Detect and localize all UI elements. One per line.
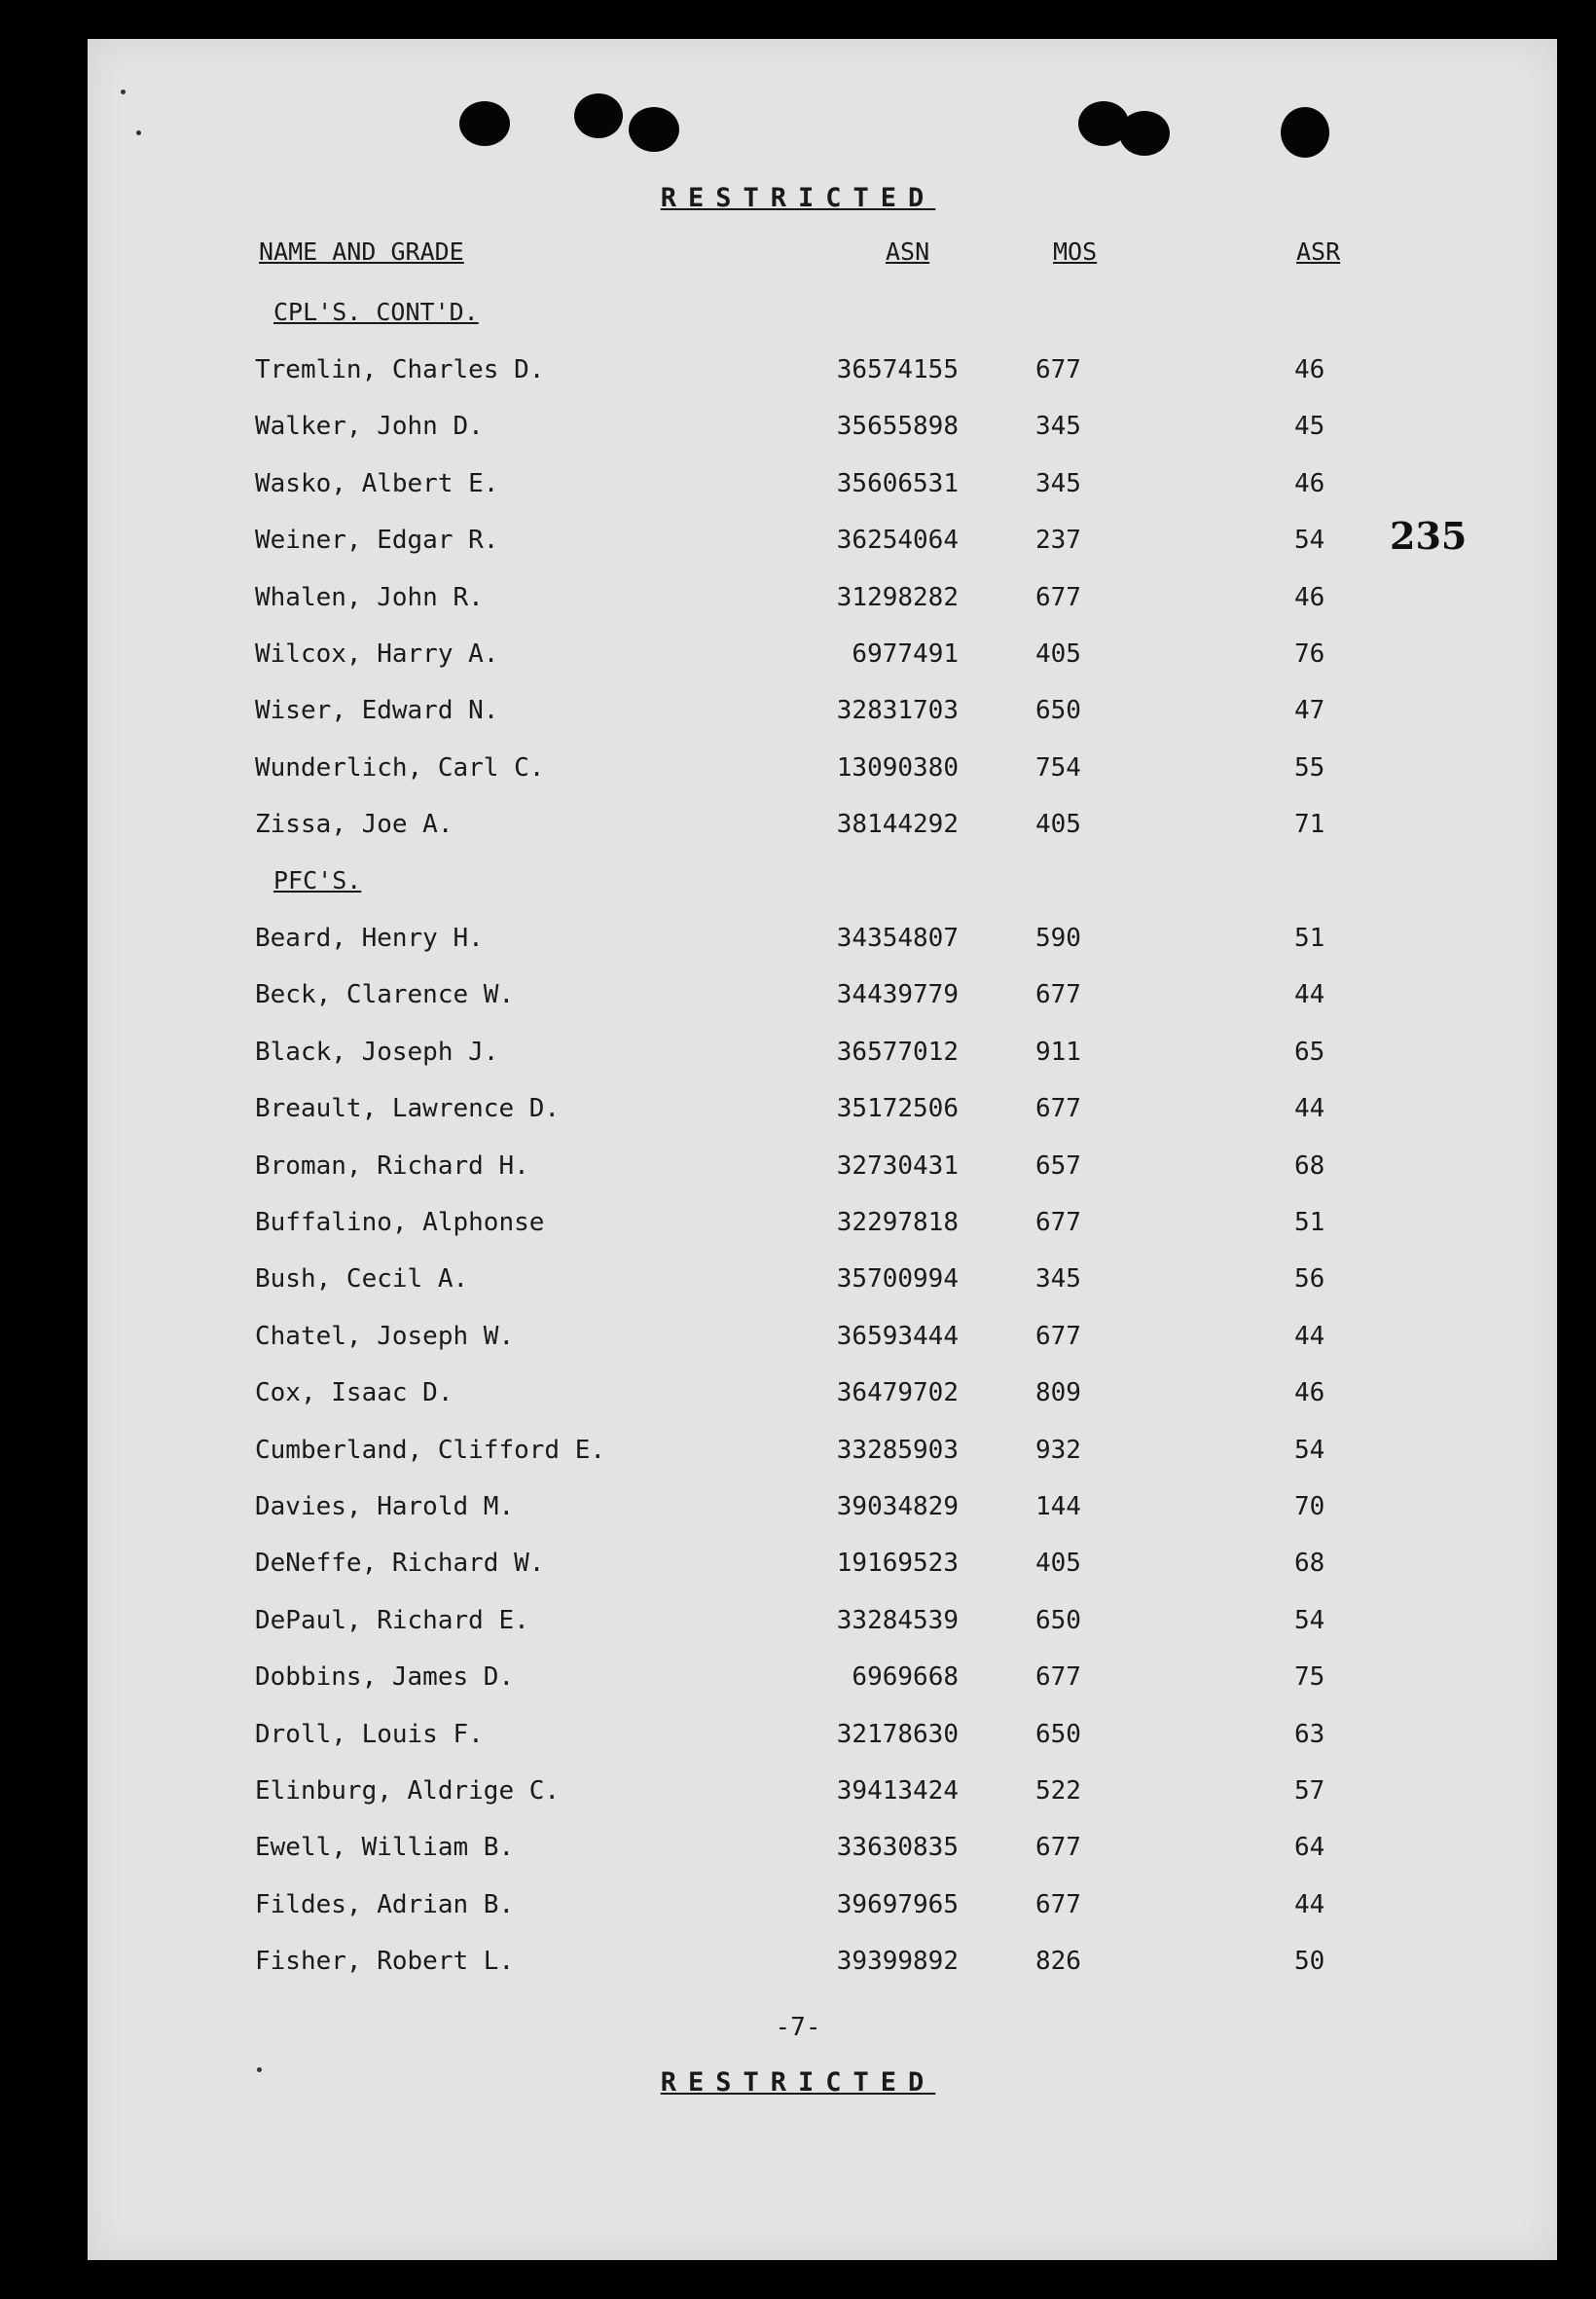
cell-name: Breault, Lawrence D. <box>255 1094 561 1124</box>
table-row <box>0 583 1596 622</box>
table-row <box>0 1208 1596 1247</box>
cell-asn: 36254064 <box>836 526 959 556</box>
cell-mos: 677 <box>1035 1321 1081 1351</box>
cell-mos: 650 <box>1035 1605 1081 1635</box>
cell-name: Droll, Louis F. <box>255 1719 484 1749</box>
table-row <box>0 1947 1596 1986</box>
cell-mos: 677 <box>1035 1833 1081 1863</box>
table-row <box>0 1890 1596 1929</box>
column-header-asn: ASN <box>886 237 930 266</box>
table-row <box>0 1094 1596 1133</box>
cell-asr: 54 <box>1294 526 1325 556</box>
table-row <box>0 810 1596 849</box>
cell-mos: 754 <box>1035 752 1081 783</box>
speck <box>121 90 126 94</box>
cell-mos: 809 <box>1035 1378 1081 1408</box>
cell-asr: 64 <box>1294 1833 1325 1863</box>
cell-mos: 677 <box>1035 1889 1081 1919</box>
cell-name: Walker, John D. <box>255 412 484 442</box>
cell-mos: 677 <box>1035 582 1081 612</box>
cell-asr: 75 <box>1294 1662 1325 1693</box>
cell-mos: 590 <box>1035 924 1081 953</box>
cell-asr: 71 <box>1294 810 1325 840</box>
table-row <box>0 1833 1596 1872</box>
cell-name: Bush, Cecil A. <box>255 1264 469 1295</box>
cell-asr: 46 <box>1294 582 1325 612</box>
cell-asr: 54 <box>1294 1605 1325 1635</box>
table-row <box>0 1492 1596 1531</box>
cell-name: Ewell, William B. <box>255 1833 515 1863</box>
cell-asr: 68 <box>1294 1549 1325 1579</box>
cell-name: Black, Joseph J. <box>255 1037 499 1067</box>
cell-name: DeNeffe, Richard W. <box>255 1549 545 1579</box>
cell-mos: 677 <box>1035 1662 1081 1693</box>
punch-hole <box>1119 111 1170 156</box>
cell-asr: 63 <box>1294 1719 1325 1749</box>
cell-asr: 44 <box>1294 1889 1325 1919</box>
cell-mos: 911 <box>1035 1037 1081 1067</box>
cell-asn: 36577012 <box>836 1037 959 1067</box>
table-row <box>0 696 1596 735</box>
cell-asn: 34354807 <box>836 924 959 953</box>
cell-name: Whalen, John R. <box>255 582 484 612</box>
cell-asr: 76 <box>1294 639 1325 669</box>
cell-asn: 36593444 <box>836 1321 959 1351</box>
cell-mos: 522 <box>1035 1776 1081 1806</box>
cell-asn: 35655898 <box>836 412 959 442</box>
cell-asn: 33630835 <box>836 1833 959 1863</box>
table-row <box>0 639 1596 678</box>
cell-name: Cox, Isaac D. <box>255 1378 453 1408</box>
punch-hole <box>629 107 679 152</box>
table-row <box>0 355 1596 394</box>
table-row <box>0 469 1596 508</box>
cell-mos: 144 <box>1035 1492 1081 1521</box>
cell-asr: 47 <box>1294 696 1325 726</box>
cell-name: Zissa, Joe A. <box>255 810 453 840</box>
cell-asn: 6969668 <box>852 1662 959 1693</box>
table-row <box>0 924 1596 963</box>
table-row <box>0 412 1596 451</box>
cell-mos: 405 <box>1035 810 1081 840</box>
column-header-mos: MOS <box>1053 237 1098 266</box>
table-row <box>0 980 1596 1019</box>
section-heading-cpls: CPL'S. CONT'D. <box>273 298 479 326</box>
cell-asn: 13090380 <box>836 752 959 783</box>
cell-name: Chatel, Joseph W. <box>255 1321 515 1351</box>
cell-asr: 44 <box>1294 1094 1325 1124</box>
cell-asr: 70 <box>1294 1492 1325 1521</box>
table-row <box>0 1038 1596 1077</box>
cell-asn: 31298282 <box>836 582 959 612</box>
footer-banner: RESTRICTED <box>660 2067 936 2098</box>
section-heading-pfcs: PFC'S. <box>273 866 362 894</box>
cell-mos: 677 <box>1035 1094 1081 1124</box>
cell-asn: 32730431 <box>836 1150 959 1181</box>
cell-asn: 32178630 <box>836 1719 959 1749</box>
table-row <box>0 1322 1596 1361</box>
cell-asr: 44 <box>1294 1321 1325 1351</box>
cell-asr: 46 <box>1294 468 1325 498</box>
cell-asn: 38144292 <box>836 810 959 840</box>
cell-asr: 55 <box>1294 752 1325 783</box>
cell-asr: 68 <box>1294 1150 1325 1181</box>
cell-asr: 65 <box>1294 1037 1325 1067</box>
cell-mos: 677 <box>1035 980 1081 1010</box>
table-row <box>0 1549 1596 1587</box>
cell-asn: 39413424 <box>836 1776 959 1806</box>
cell-asn: 35700994 <box>836 1264 959 1295</box>
cell-name: Dobbins, James D. <box>255 1662 515 1693</box>
table-row <box>0 1151 1596 1190</box>
punch-hole <box>459 101 510 146</box>
table-row <box>0 526 1596 565</box>
cell-mos: 650 <box>1035 1719 1081 1749</box>
cell-mos: 677 <box>1035 1208 1081 1237</box>
cell-name: Beard, Henry H. <box>255 924 484 953</box>
cell-asr: 45 <box>1294 412 1325 442</box>
cell-asn: 19169523 <box>836 1549 959 1579</box>
cell-mos: 345 <box>1035 468 1081 498</box>
column-header-asr: ASR <box>1296 237 1341 266</box>
cell-name: Weiner, Edgar R. <box>255 526 499 556</box>
cell-asn: 36479702 <box>836 1378 959 1408</box>
cell-mos: 345 <box>1035 1264 1081 1295</box>
cell-name: Cumberland, Clifford E. <box>255 1435 606 1465</box>
cell-name: Tremlin, Charles D. <box>255 355 545 384</box>
cell-mos: 650 <box>1035 696 1081 726</box>
punch-hole <box>1281 107 1329 158</box>
cell-name: Davies, Harold M. <box>255 1492 515 1521</box>
cell-asr: 44 <box>1294 980 1325 1010</box>
header-banner: RESTRICTED <box>660 183 936 213</box>
cell-name: Broman, Richard H. <box>255 1150 529 1181</box>
cell-name: Beck, Clarence W. <box>255 980 515 1010</box>
table-row <box>0 753 1596 792</box>
cell-asr: 50 <box>1294 1947 1325 1977</box>
cell-asr: 51 <box>1294 1208 1325 1237</box>
cell-asn: 33284539 <box>836 1605 959 1635</box>
cell-asn: 35172506 <box>836 1094 959 1124</box>
page-number: -7- <box>775 2013 821 2042</box>
cell-name: Wilcox, Harry A. <box>255 639 499 669</box>
table-row <box>0 1662 1596 1701</box>
cell-mos: 657 <box>1035 1150 1081 1181</box>
cell-asn: 39034829 <box>836 1492 959 1521</box>
cell-name: Fildes, Adrian B. <box>255 1889 515 1919</box>
cell-asr: 46 <box>1294 1378 1325 1408</box>
column-header-name: NAME AND GRADE <box>259 237 464 266</box>
cell-asr: 51 <box>1294 924 1325 953</box>
table-row <box>0 1606 1596 1645</box>
cell-name: Elinburg, Aldrige C. <box>255 1776 561 1806</box>
cell-asn: 33285903 <box>836 1435 959 1465</box>
speck <box>136 130 141 135</box>
table-row <box>0 1264 1596 1303</box>
cell-name: Buffalino, Alphonse <box>255 1208 545 1237</box>
punch-hole <box>574 93 623 138</box>
cell-name: Wiser, Edward N. <box>255 696 499 726</box>
table-row <box>0 1720 1596 1759</box>
table-row <box>0 1436 1596 1475</box>
table-row <box>0 1378 1596 1417</box>
cell-asn: 39399892 <box>836 1947 959 1977</box>
cell-asr: 56 <box>1294 1264 1325 1295</box>
stamped-page-number: 235 <box>1390 514 1468 558</box>
cell-asr: 46 <box>1294 355 1325 384</box>
cell-mos: 932 <box>1035 1435 1081 1465</box>
cell-asn: 35606531 <box>836 468 959 498</box>
cell-name: Fisher, Robert L. <box>255 1947 515 1977</box>
cell-mos: 826 <box>1035 1947 1081 1977</box>
cell-mos: 405 <box>1035 639 1081 669</box>
cell-name: Wunderlich, Carl C. <box>255 752 545 783</box>
cell-asn: 6977491 <box>852 639 959 669</box>
cell-mos: 405 <box>1035 1549 1081 1579</box>
cell-asr: 57 <box>1294 1776 1325 1806</box>
cell-asr: 54 <box>1294 1435 1325 1465</box>
cell-asn: 32831703 <box>836 696 959 726</box>
table-row <box>0 1776 1596 1815</box>
cell-mos: 345 <box>1035 412 1081 442</box>
cell-mos: 237 <box>1035 526 1081 556</box>
cell-asn: 32297818 <box>836 1208 959 1237</box>
cell-asn: 39697965 <box>836 1889 959 1919</box>
cell-name: DePaul, Richard E. <box>255 1605 529 1635</box>
cell-mos: 677 <box>1035 355 1081 384</box>
cell-asn: 36574155 <box>836 355 959 384</box>
cell-asn: 34439779 <box>836 980 959 1010</box>
cell-name: Wasko, Albert E. <box>255 468 499 498</box>
